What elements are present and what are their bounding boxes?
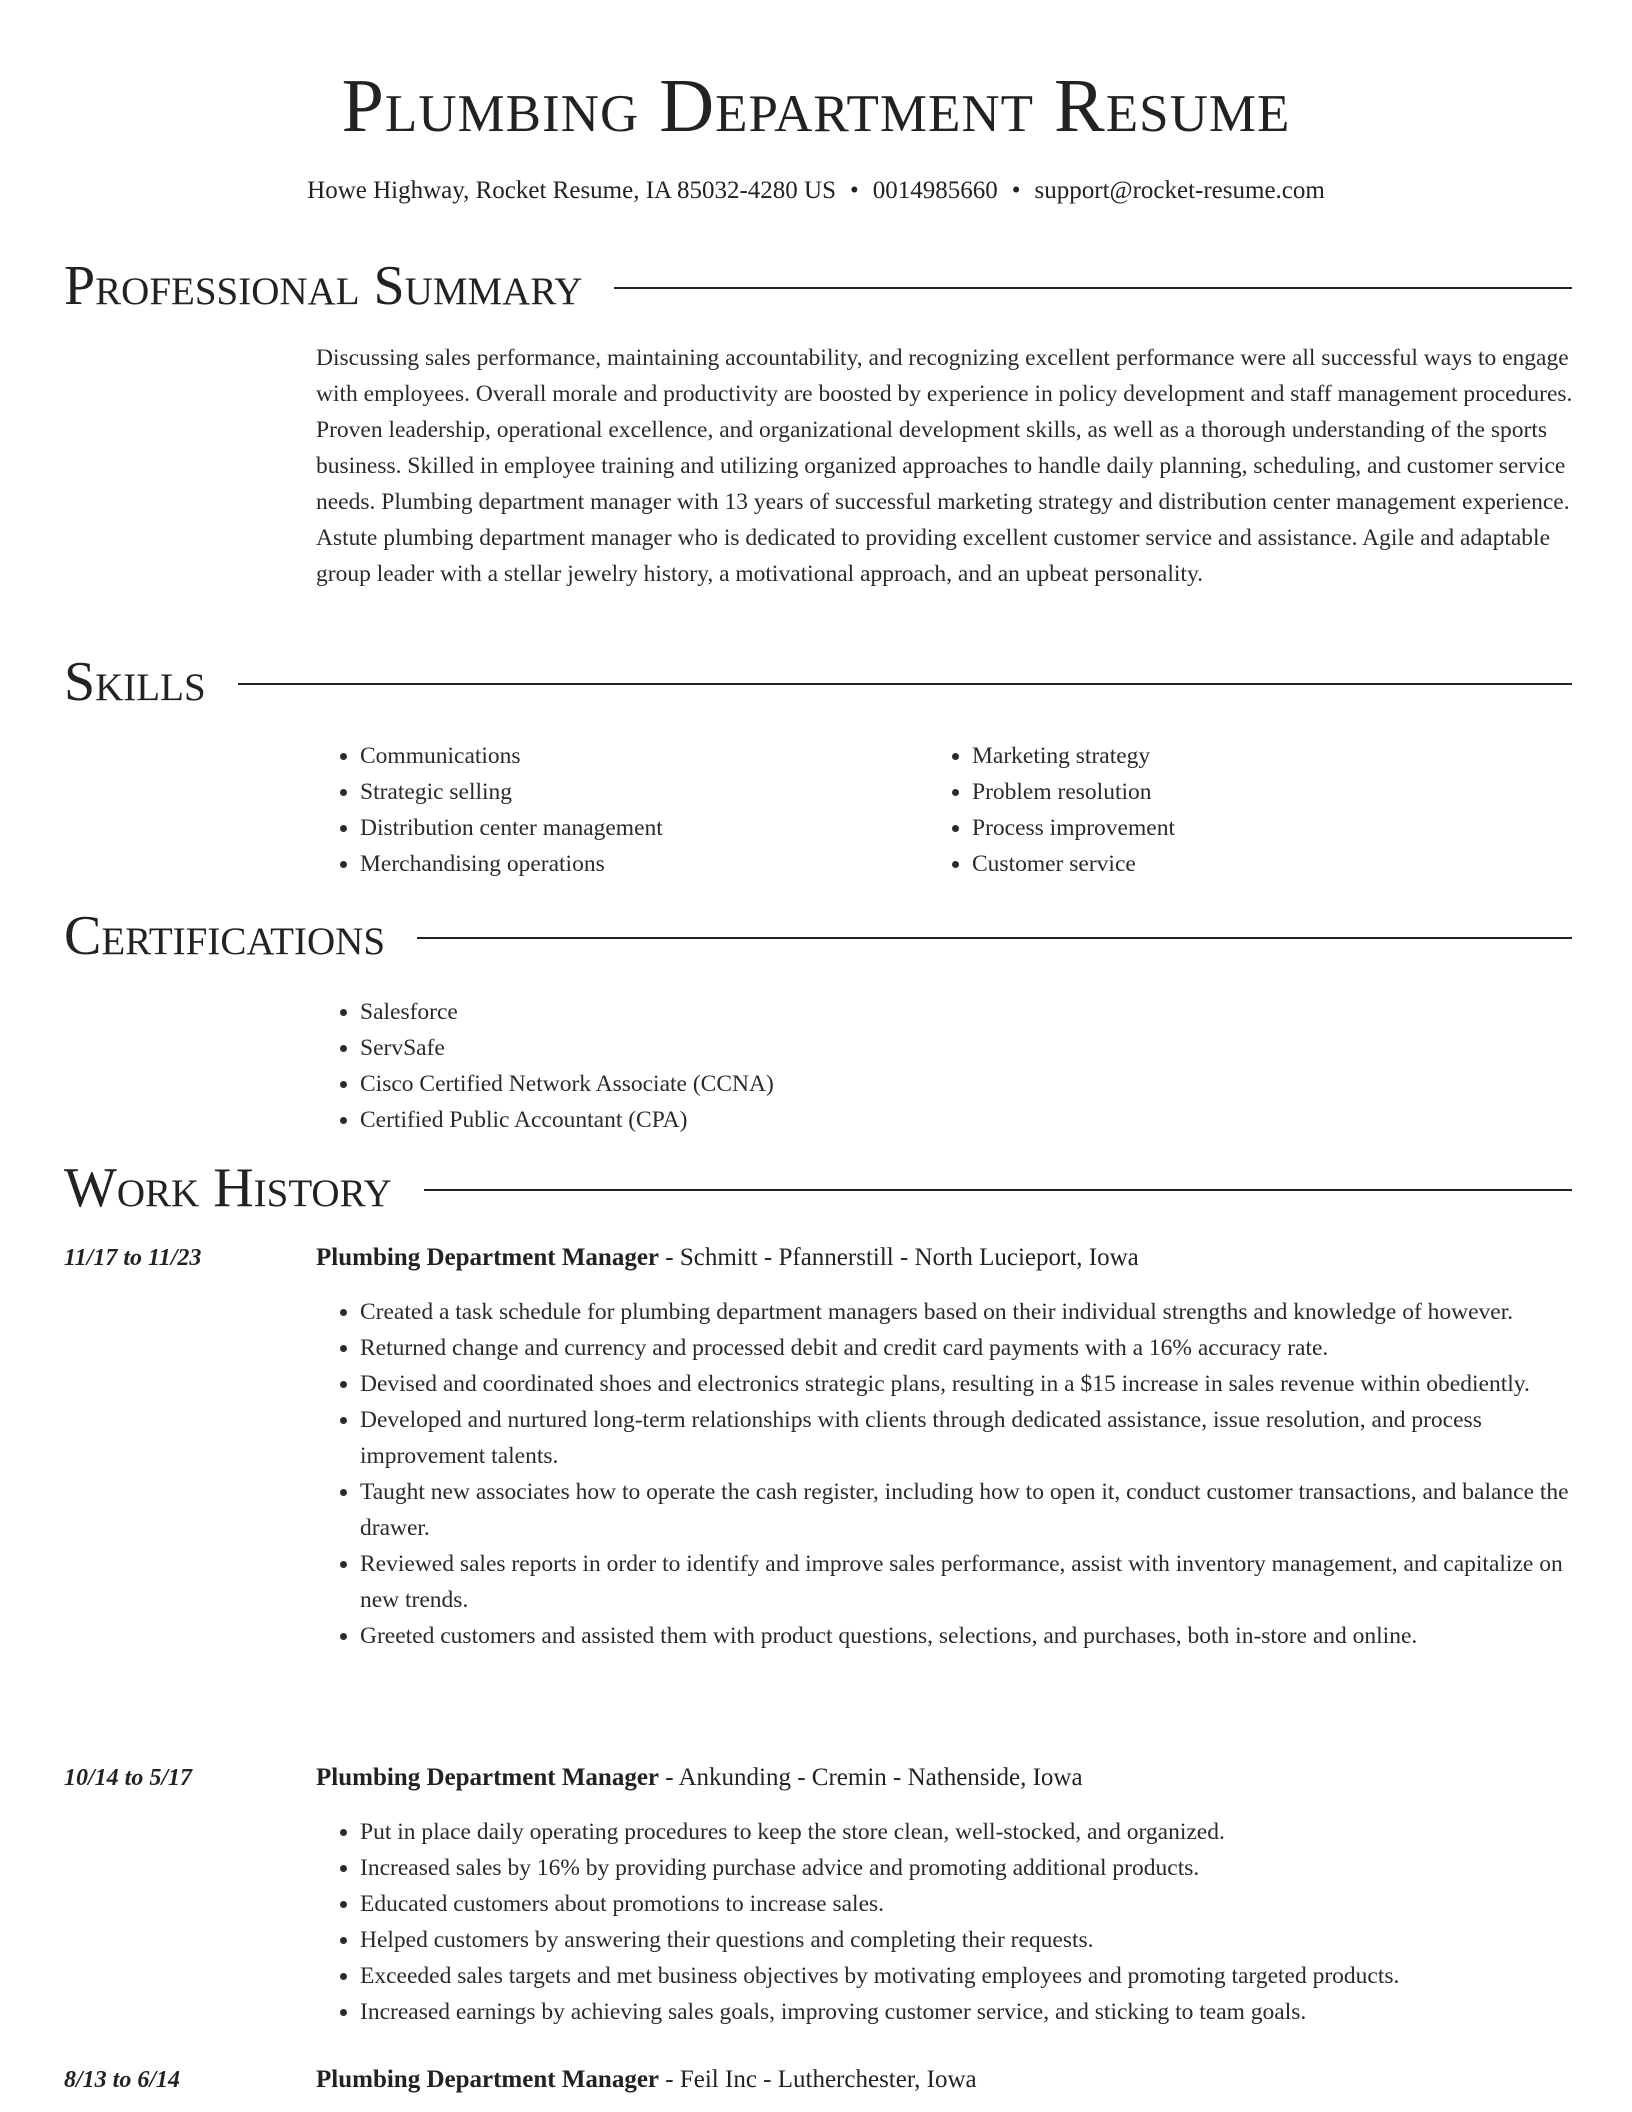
job-title: Plumbing Department Manager <box>316 2066 660 2093</box>
skill-item: • Strategic selling <box>360 774 916 810</box>
contact-separator: • <box>850 177 859 204</box>
job-heading <box>316 1240 1576 1276</box>
contact-phone: 0014985660 <box>872 177 998 204</box>
section-work-history <box>64 1156 1572 1220</box>
skill-item: • Distribution center management <box>360 810 916 846</box>
summary-text: Discussing sales performance, maintaining accountability, and recognizing excellent performance were all successful ways to engage with employees. Overall morale and productivity are boosted by experience in policy development and staff management procedures. Proven leadership, operational excellence, and organizational development skills, as well as a thorough understanding of the sports business. Skilled in employee training and utilizing organized approaches to handle daily planning, scheduling, and customer service needs. Plumbing department manager with 13 years of successful marketing strategy and distribution center management experience. Astute plumbing department manager who is dedicated to providing excellent customer service and assistance. Agile and adaptable group leader with a stellar jewelry history, a motivational approach, and an upbeat personality. <box>316 345 1573 587</box>
job-bullet: • Devised and coordinated shoes and electronics strategic plans, resulting in a $15 increase in sales revenue within obediently. <box>360 1366 1576 1402</box>
job-bullet: • Greeted customers and assisted them with product questions, selections, and purchases, both in-store and online. <box>360 1618 1576 1654</box>
contact-email: support@rocket-resume.com <box>1034 177 1325 204</box>
section-divider <box>238 683 1572 685</box>
job-bullet: • Educated customers about promotions to increase sales. <box>360 1886 1576 1922</box>
skill-item: • Communications <box>360 738 916 774</box>
job-bullet: • Taught new associates how to operate the cash register, including how to open it, conduct customer transactions, and balance the drawer. <box>360 1474 1576 1546</box>
section-divider <box>417 937 1572 939</box>
skill-item: • Customer service <box>972 846 1528 882</box>
certification-item: • Cisco Certified Network Associate (CCNA) <box>360 1066 1516 1102</box>
section-divider <box>614 287 1572 289</box>
certifications-list <box>316 994 1516 1138</box>
job-bullet: • Increased earnings by achieving sales goals, improving customer service, and sticking to team goals. <box>360 1994 1576 2030</box>
section-title: Work History <box>64 1157 392 1219</box>
skills-column-right <box>928 738 1528 882</box>
job-employer: - Feil Inc - Lutherchester, Iowa <box>659 2066 977 2093</box>
job-bullet: • Increased sales by 16% by providing purchase advice and promoting additional products. <box>360 1850 1576 1886</box>
contact-separator: • <box>1011 177 1021 204</box>
resume-name: Plumbing Department Resume <box>341 64 1291 148</box>
job-dates: 10/14 to 5/17 <box>64 1765 193 1791</box>
section-professional-summary <box>64 254 1572 318</box>
job-bullets <box>316 1814 1576 2030</box>
job-heading <box>316 2062 1576 2098</box>
section-title: Skills <box>64 651 206 713</box>
skills-column-left <box>316 738 916 882</box>
contact-address: Howe Highway, Rocket Resume, IA 85032-4280 US <box>307 177 837 204</box>
certification-item: • Salesforce <box>360 994 1516 1030</box>
job-title: Plumbing Department Manager <box>316 1764 660 1791</box>
section-divider <box>424 1189 1572 1191</box>
job-dates: 11/17 to 11/23 <box>64 1245 202 1271</box>
section-certifications <box>64 904 1572 968</box>
certification-item: • ServSafe <box>360 1030 1516 1066</box>
job-employer: - Schmitt - Pfannerstill - North Lucieport, Iowa <box>659 1244 1139 1271</box>
job-bullet: • Reviewed sales reports in order to identify and improve sales performance, assist with inventory management, and capitalize on new trends. <box>360 1546 1576 1618</box>
job-bullet: • Created a task schedule for plumbing department managers based on their individual strengths and knowledge of however. <box>360 1294 1576 1330</box>
section-title: Professional Summary <box>64 255 583 317</box>
job-bullet: • Developed and nurtured long-term relationships with clients through dedicated assistance, issue resolution, and process improvement talents. <box>360 1402 1576 1474</box>
job-employer: - Ankunding - Cremin - Nathenside, Iowa <box>659 1764 1083 1791</box>
certification-item: • Certified Public Accountant (CPA) <box>360 1102 1516 1138</box>
job-dates: 8/13 to 6/14 <box>64 2067 181 2093</box>
skill-item: • Merchandising operations <box>360 846 916 882</box>
section-title: Certifications <box>64 905 386 967</box>
job-heading <box>316 1760 1576 1796</box>
job-bullets <box>316 1294 1576 1654</box>
job-bullet: • Exceeded sales targets and met business objectives by motivating employees and promoting targeted products. <box>360 1958 1576 1994</box>
skill-item: • Problem resolution <box>972 774 1528 810</box>
skill-item: • Marketing strategy <box>972 738 1528 774</box>
section-skills <box>64 650 1572 714</box>
job-bullet: • Put in place daily operating procedures to keep the store clean, well-stocked, and organized. <box>360 1814 1576 1850</box>
job-title: Plumbing Department Manager <box>316 1244 660 1271</box>
skill-item: • Process improvement <box>972 810 1528 846</box>
job-bullet: • Returned change and currency and processed debit and credit card payments with a 16% accuracy rate. <box>360 1330 1576 1366</box>
job-bullet: • Helped customers by answering their questions and completing their requests. <box>360 1922 1576 1958</box>
contact-line <box>0 174 1632 208</box>
